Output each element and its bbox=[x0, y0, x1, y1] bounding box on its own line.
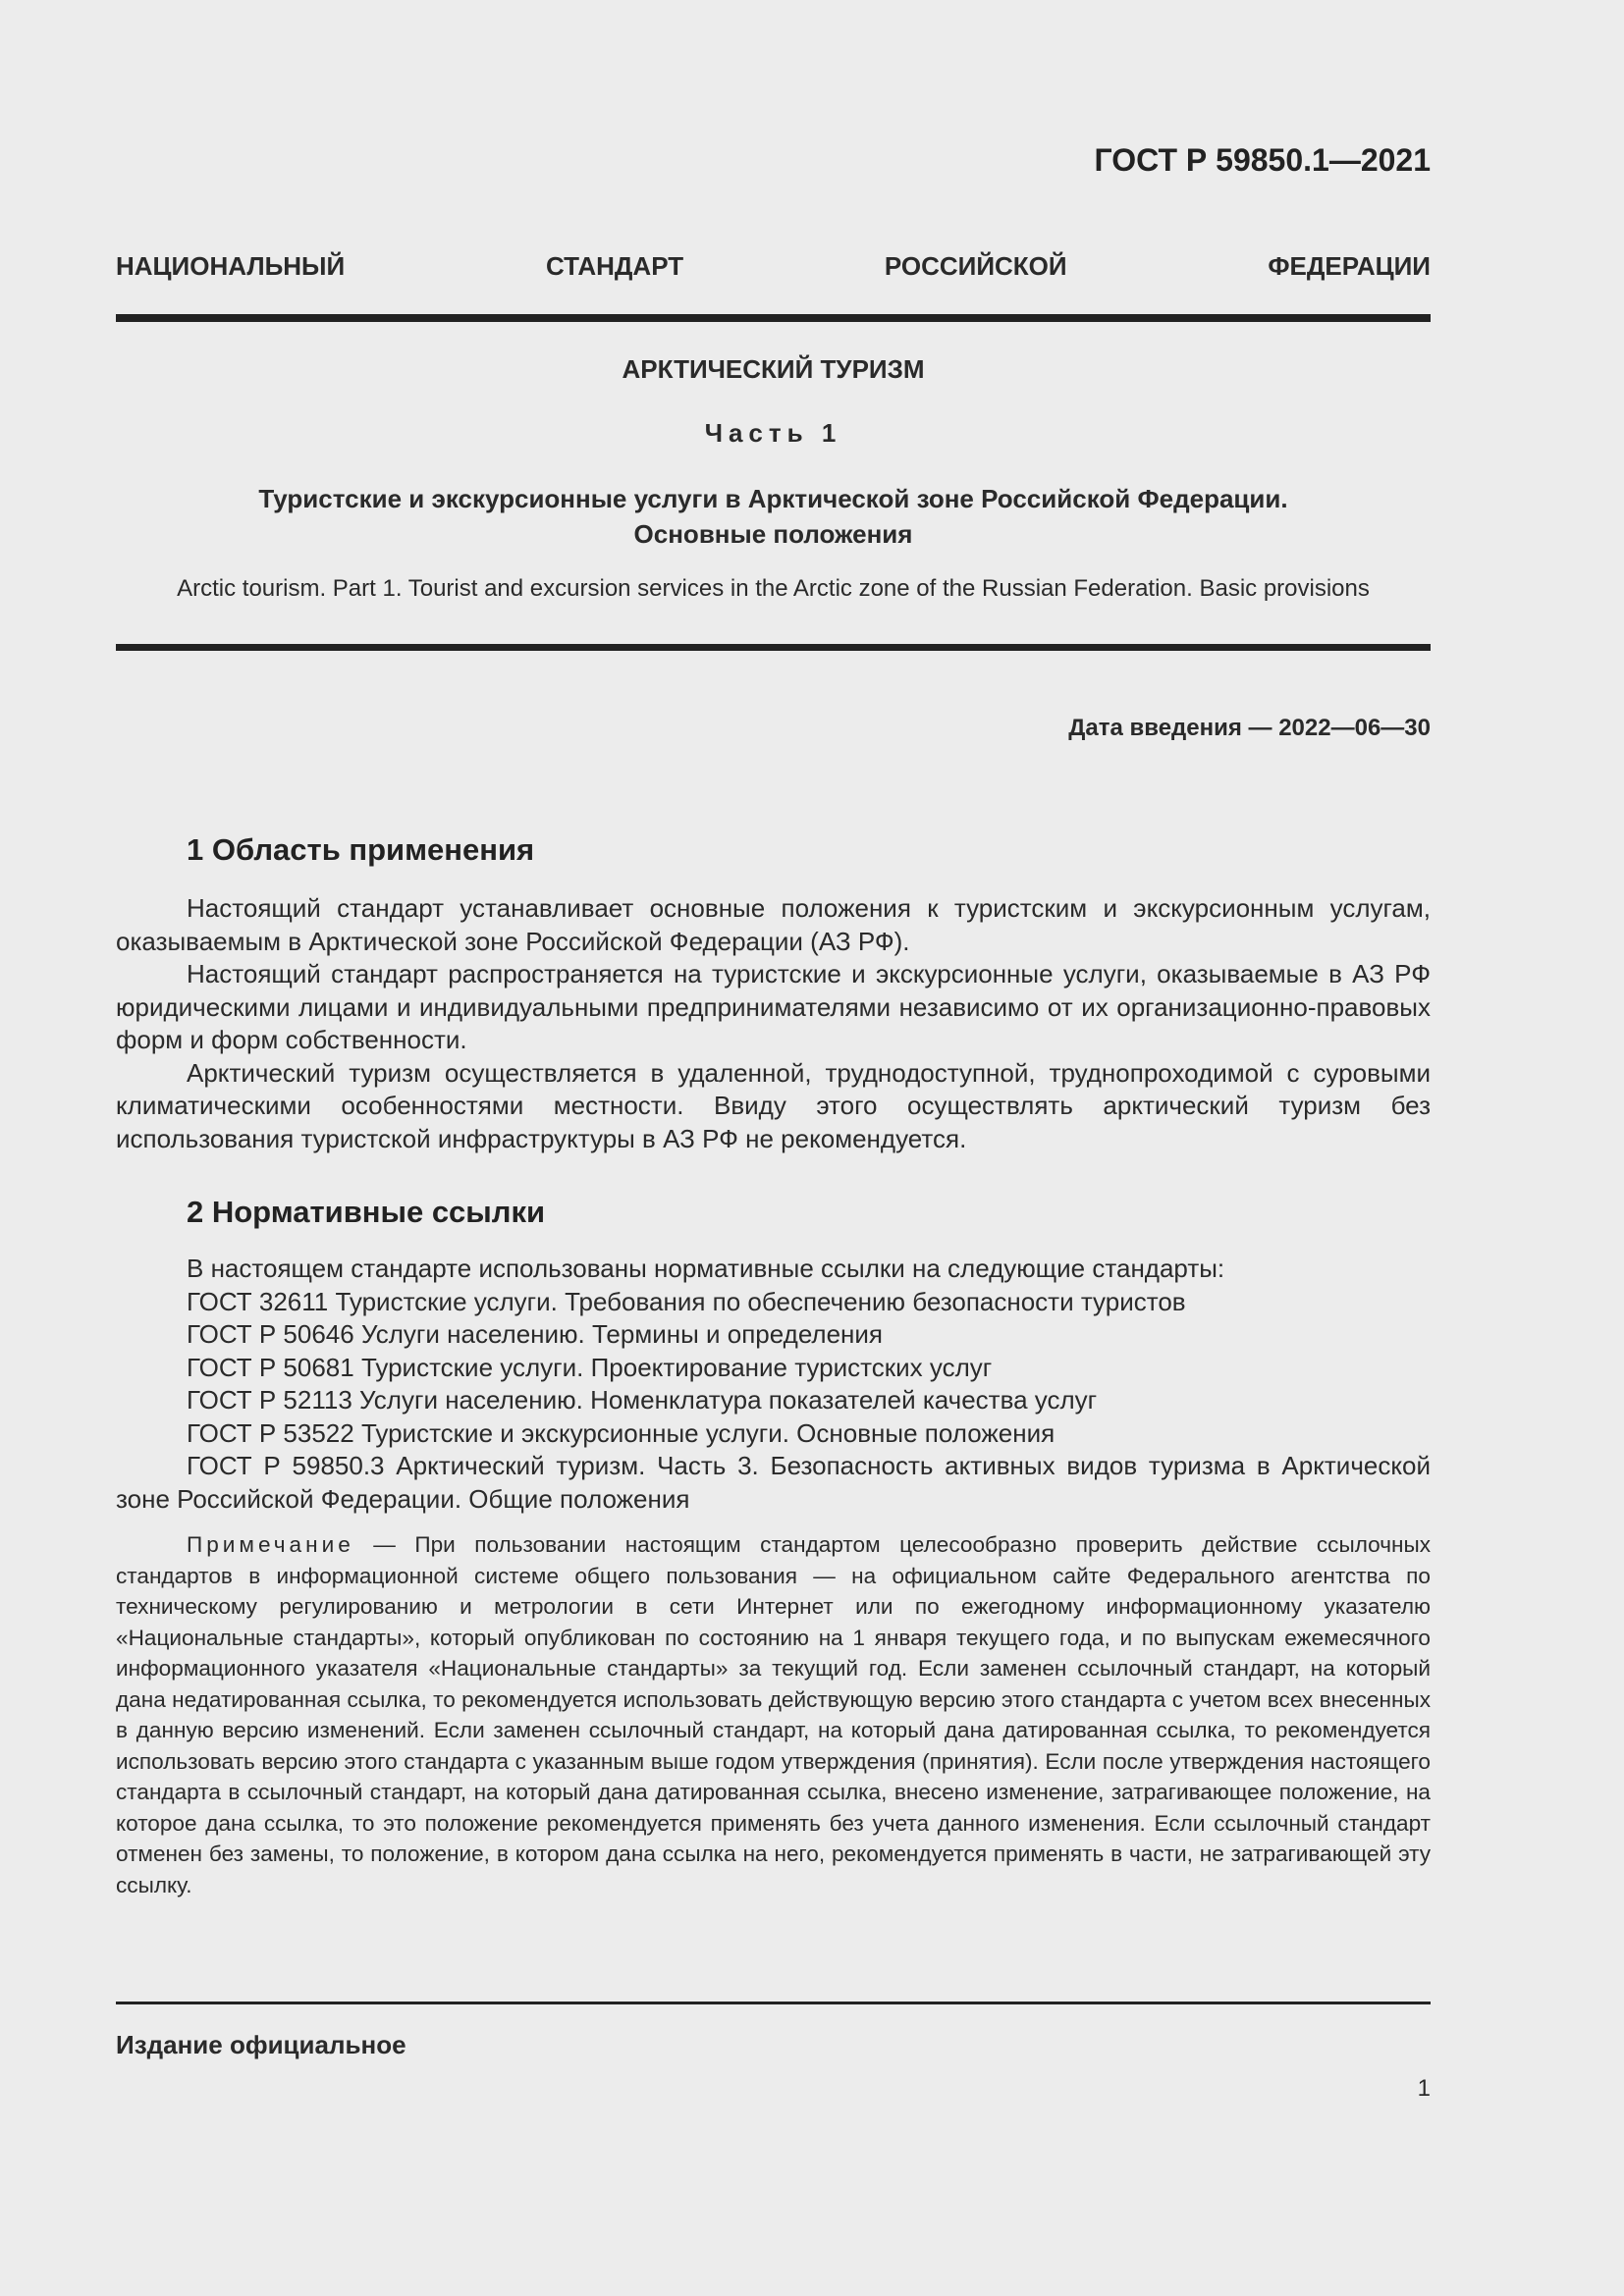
part-label: Часть 1 bbox=[704, 418, 842, 448]
banner-word: НАЦИОНАЛЬНЫЙ bbox=[116, 251, 346, 281]
list-item: ГОСТ Р 59850.3 Арктический туризм. Часть 3. Безопасность активных видов туризма в Арктической зоне Российской Федерации. Общие положения bbox=[116, 1451, 1431, 1514]
english-title: Arctic tourism. Part 1. Tourist and excursion services in the Arctic zone of the Russian Federation. Basic provisions bbox=[177, 575, 1370, 602]
subtitle-line-2: Основные положения bbox=[633, 519, 913, 549]
page-number: 1 bbox=[1417, 2075, 1431, 2102]
list-item: ГОСТ Р 52113 Услуги населению. Номенклатура показателей качества услуг bbox=[187, 1385, 1098, 1415]
document-page bbox=[116, 0, 1431, 2296]
title-divider bbox=[116, 644, 1431, 651]
section-2-heading: 2 Нормативные ссылки bbox=[187, 1195, 546, 1229]
subtitle-line-1: Туристские и экскурсионные услуги в Арктической зоне Российской Федерации. bbox=[258, 484, 1288, 513]
paragraph: Настоящий стандарт устанавливает основные положения к туристским и экскурсионным услугам, оказываемым в Арктической зоне Российской Федерации (АЗ РФ). bbox=[116, 893, 1431, 956]
list-item: ГОСТ Р 53522 Туристские и экскурсионные услуги. Основные положения bbox=[187, 1417, 1056, 1448]
section-1-body bbox=[116, 892, 1431, 1155]
list-item: ГОСТ Р 50646 Услуги населению. Термины и определения bbox=[187, 1319, 884, 1349]
footer-divider bbox=[116, 2002, 1431, 2004]
banner-word: ФЕДЕРАЦИИ bbox=[1268, 251, 1431, 281]
note-paragraph bbox=[116, 1529, 1431, 1900]
list-item: В настоящем стандарте использованы нормативные ссылки на следующие стандарты: bbox=[187, 1254, 1225, 1283]
paragraph: Арктический туризм осуществляется в удаленной, труднодоступной, труднопроходимой с суровыми климатическими особенностями местности. Ввиду этого осуществлять арктический туризм без использования туристской инфраструктуры в АЗ РФ не рекомендуется. bbox=[116, 1057, 1431, 1153]
normative-references-list bbox=[116, 1253, 1431, 1516]
national-standard-banner bbox=[116, 251, 1431, 282]
list-item: ГОСТ Р 50681 Туристские услуги. Проектирование туристских услуг bbox=[187, 1352, 993, 1382]
document-subtitle bbox=[116, 481, 1431, 552]
document-title: АРКТИЧЕСКИЙ ТУРИЗМ bbox=[622, 354, 925, 384]
introduction-date: Дата введения — 2022—06—30 bbox=[1068, 715, 1431, 741]
note-label: Примечание bbox=[187, 1532, 354, 1557]
banner-word: РОССИЙСКОЙ bbox=[884, 251, 1067, 281]
standard-code: ГОСТ Р 59850.1—2021 bbox=[1094, 142, 1431, 178]
official-edition-label: Издание официальное bbox=[116, 2030, 406, 2059]
top-divider bbox=[116, 314, 1431, 322]
note-text: — При пользовании настоящим стандартом целесообразно проверить действие ссылочных стандартов в информационной системе общего пользования — на официальном сайте Федерального агентства по техническому регулированию и метрологии в сети Интернет или по ежегодному информационному указателю «Национальные стандарты», который опубликован по состоянию на 1 января текущего года, и по выпускам ежемесячного информационного указателя «Национальные стандарты» за текущий год. Если заменен ссылочный стандарт, на который дана недатированная ссылка, то рекомендуется использовать действующую версию этого стандарта с учетом всех внесенных в данную версию изменений. Если заменен ссылочный стандарт, на который дана датированная ссылка, то рекомендуется использовать версию этого стандарта с указанным выше годом утверждения (принятия). Если после утверждения настоящего стандарта в ссылочный стандарт, на который дана датированная ссылка, внесено изменение, затрагивающее положение, на которое дана ссылка, то это положение рекомендуется применять без учета данного изменения. Если ссылочный стандарт отменен без замены, то положение, в котором дана ссылка на него, рекомендуется применять в части, не затрагивающей эту ссылку. bbox=[116, 1532, 1431, 1897]
list-item: ГОСТ 32611 Туристские услуги. Требования по обеспечению безопасности туристов bbox=[187, 1286, 1186, 1316]
banner-word: СТАНДАРТ bbox=[545, 251, 684, 281]
paragraph: Настоящий стандарт распространяется на туристские и экскурсионные услуги, оказываемые в АЗ РФ юридическими лицами и индивидуальными предпринимателями независимо от их организационно-правовых форм и форм собственности. bbox=[116, 959, 1431, 1054]
section-1-heading: 1 Область применения bbox=[187, 832, 535, 867]
